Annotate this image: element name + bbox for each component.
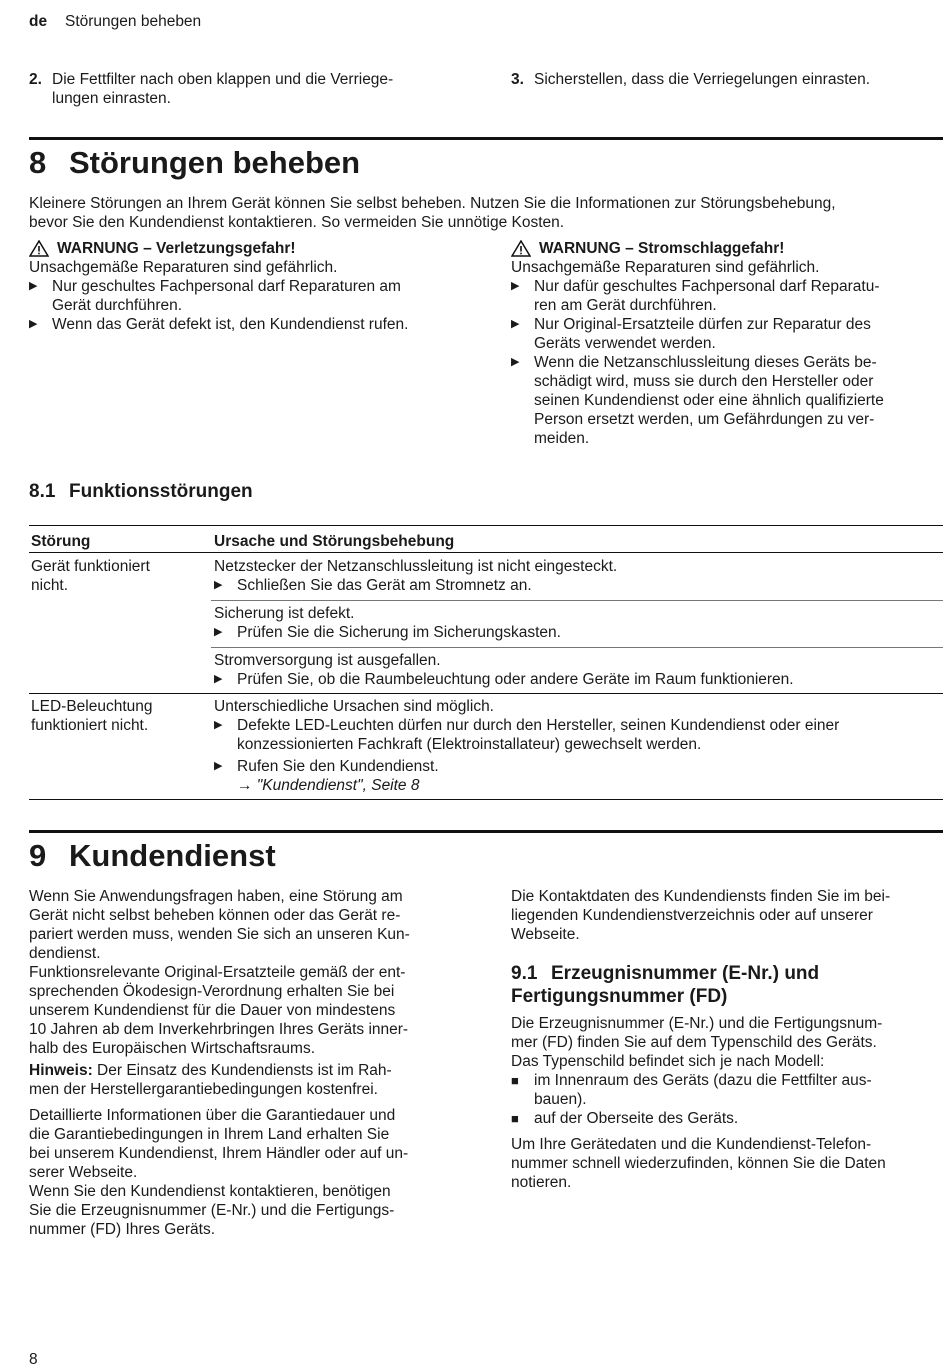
bullet-triangle-icon: ▶ bbox=[214, 760, 223, 772]
bullet-triangle-icon: ▶ bbox=[511, 356, 520, 368]
bullet-triangle-icon: ▶ bbox=[214, 579, 223, 591]
table-cell-cause: Netzstecker der Netzanschlussleitung ist nicht eingesteckt. ▶ Schließen Sie das Gerät am Stromnetz an. bbox=[214, 558, 618, 594]
bullet-triangle-icon: ▶ bbox=[214, 719, 223, 731]
table-cell-fault: Gerät funktioniert nicht. bbox=[31, 558, 150, 594]
paragraph: Die Kontaktdaten des Kundendiensts finden Sie im bei- liegenden Kundendienstverzeichnis oder auf unserer Webseite. bbox=[511, 888, 891, 943]
table-cell-cause: Sicherung ist defekt. ▶ Prüfen Sie die Sicherung im Sicherungskasten. bbox=[214, 605, 561, 641]
warning-bullet: ▶ Nur geschultes Fachpersonal darf Reparaturen am Gerät durchführen. bbox=[29, 278, 401, 314]
table-row-rule bbox=[29, 693, 943, 694]
note: Hinweis: Der Einsatz des Kundendiensts ist im Rah- men der Herstellergarantiebedingungen kostenfrei. bbox=[29, 1062, 392, 1098]
section-9-heading: 9 Kundendienst bbox=[29, 838, 276, 873]
section-8-intro: Kleinere Störungen an Ihrem Gerät können Sie selbst beheben. Nutzen Sie die Informationen zur Störungsbehebung, bevor Sie den Kundendienst kontaktieren. So vermeiden Sie unnötige Kosten. bbox=[29, 195, 836, 231]
table-inner-rule bbox=[211, 600, 943, 601]
paragraph: Funktionsrelevante Original-Ersatzteile gemäß der ent- sprechenden Ökodesign-Verordnung erhalten Sie bei unserem Kundendienst für die Dauer von mindestens 10 Jahren ab dem Inverkehrbringen Ihres Geräts inner- halb des Europäischen Wirtschaftsraums. bbox=[29, 964, 409, 1057]
warning-triangle-icon bbox=[29, 240, 49, 257]
section-9-left-column bbox=[29, 887, 469, 1239]
bullet-triangle-icon: ▶ bbox=[29, 280, 38, 292]
warning-injury bbox=[29, 239, 469, 334]
paragraph: Detaillierte Informationen über die Garantiedauer und die Garantiebedingungen in Ihrem Land erhalten Sie bei unserem Kundendienst, Ihrem Händler oder auf un- serer Webseite. bbox=[29, 1107, 409, 1181]
warning-bullet: ▶ Nur dafür geschultes Fachpersonal darf Reparatu- ren am Gerät durchführen. bbox=[511, 278, 880, 314]
bullet-triangle-icon: ▶ bbox=[29, 318, 38, 330]
warning-text: Unsachgemäße Reparaturen sind gefährlich. bbox=[511, 259, 820, 276]
square-bullet-icon: ■ bbox=[511, 1111, 519, 1126]
step-3: 3. Sicherstellen, dass die Verriegelungen einrasten. bbox=[511, 71, 871, 88]
square-bullet-icon: ■ bbox=[511, 1073, 519, 1088]
paragraph: Wenn Sie Anwendungsfragen haben, eine Störung am Gerät nicht selbst beheben können oder das Gerät re- pariert werden muss, wenden Sie sich an unseren Kun- dendienst. bbox=[29, 888, 410, 962]
note-label: Hinweis: bbox=[29, 1062, 93, 1079]
warning-electric-shock bbox=[511, 239, 943, 448]
table-cell-cause: Stromversorgung ist ausgefallen. ▶ Prüfen Sie, ob die Raumbeleuchtung oder andere Geräte im Raum funktionieren. bbox=[214, 652, 794, 688]
bullet-triangle-icon: ▶ bbox=[511, 280, 520, 292]
warning-bullet: ▶ Wenn das Gerät defekt ist, den Kundendienst rufen. bbox=[29, 316, 409, 333]
section-divider bbox=[29, 830, 943, 833]
list-item: ■ auf der Oberseite des Geräts. bbox=[511, 1110, 739, 1127]
table-header-fault: Störung bbox=[31, 533, 91, 550]
step-2: 2. Die Fettfilter nach oben klappen und die Verriege- lungen einrasten. bbox=[29, 71, 394, 107]
table-inner-rule bbox=[211, 647, 943, 648]
warning-text: Unsachgemäße Reparaturen sind gefährlich. bbox=[29, 259, 338, 276]
table-header-cause: Ursache und Störungsbehebung bbox=[214, 533, 455, 550]
section-9-right-column bbox=[511, 887, 943, 1192]
table-header-rule bbox=[29, 552, 943, 553]
warning-title: WARNUNG – Stromschlaggefahr! bbox=[539, 240, 785, 257]
paragraph: Wenn Sie den Kundendienst kontaktieren, benötigen Sie die Erzeugnisnummer (E-Nr.) und die Fertigungs- nummer (FD) Ihres Geräts. bbox=[29, 1183, 395, 1238]
table-cell-cause: Unterschiedliche Ursachen sind möglich. ▶ Defekte LED-Leuchten dürfen nur durch den Hersteller, seinen Kundendienst oder einer konzessionierten Fachkraft (Elektroinstallateur) gewechselt werden. ▶ Rufen Sie den Kundendienst. → "Kundendienst", Seite 8 bbox=[214, 698, 840, 794]
language-code: de bbox=[29, 13, 48, 30]
section-8-heading: 8 Störungen beheben bbox=[29, 145, 361, 180]
section-8-1-heading: 8.1 Funktionsstörungen bbox=[29, 481, 253, 502]
paragraph: Um Ihre Gerätedaten und die Kundendienst-Telefon- nummer schnell wiederzufinden, können Sie die Daten notieren. bbox=[511, 1136, 886, 1191]
bullet-triangle-icon: ▶ bbox=[511, 318, 520, 330]
table-top-rule bbox=[29, 525, 943, 526]
warning-title: WARNUNG – Verletzungsgefahr! bbox=[57, 240, 296, 257]
running-header: Störungen beheben bbox=[65, 13, 202, 30]
warning-bullet: ▶ Wenn die Netzanschlussleitung dieses Geräts be- schädigt wird, muss sie durch den Hersteller oder seinen Kundendienst oder eine ähnlich qualifizierte Person ersetzt werden, um Gefährdungen zu ver- meiden. bbox=[511, 354, 884, 447]
page-number: 8 bbox=[29, 1351, 38, 1368]
table-cell-fault: LED-Beleuchtung funktioniert nicht. bbox=[31, 698, 153, 734]
warning-triangle-icon bbox=[511, 240, 531, 257]
section-divider bbox=[29, 137, 943, 140]
table-bottom-rule bbox=[29, 799, 943, 800]
cross-reference-link[interactable]: → "Kundendienst", Seite 8 bbox=[237, 777, 420, 794]
section-9-1-heading: 9.1 Erzeugnisnummer (E-Nr.) und bbox=[511, 963, 820, 984]
list-item: ■ im Innenraum des Geräts (dazu die Fettfilter aus- bauen). bbox=[511, 1072, 872, 1108]
bullet-triangle-icon: ▶ bbox=[214, 673, 223, 685]
paragraph: Die Erzeugnisnummer (E-Nr.) und die Fertigungsnum- mer (FD) finden Sie auf dem Typenschild des Geräts. Das Typenschild befindet sich je nach Modell: bbox=[511, 1015, 883, 1070]
section-9-1-heading-line2: Fertigungsnummer (FD) bbox=[511, 986, 728, 1007]
bullet-triangle-icon: ▶ bbox=[214, 626, 223, 638]
warning-bullet: ▶ Nur Original-Ersatzteile dürfen zur Reparatur des Geräts verwendet werden. bbox=[511, 316, 871, 352]
